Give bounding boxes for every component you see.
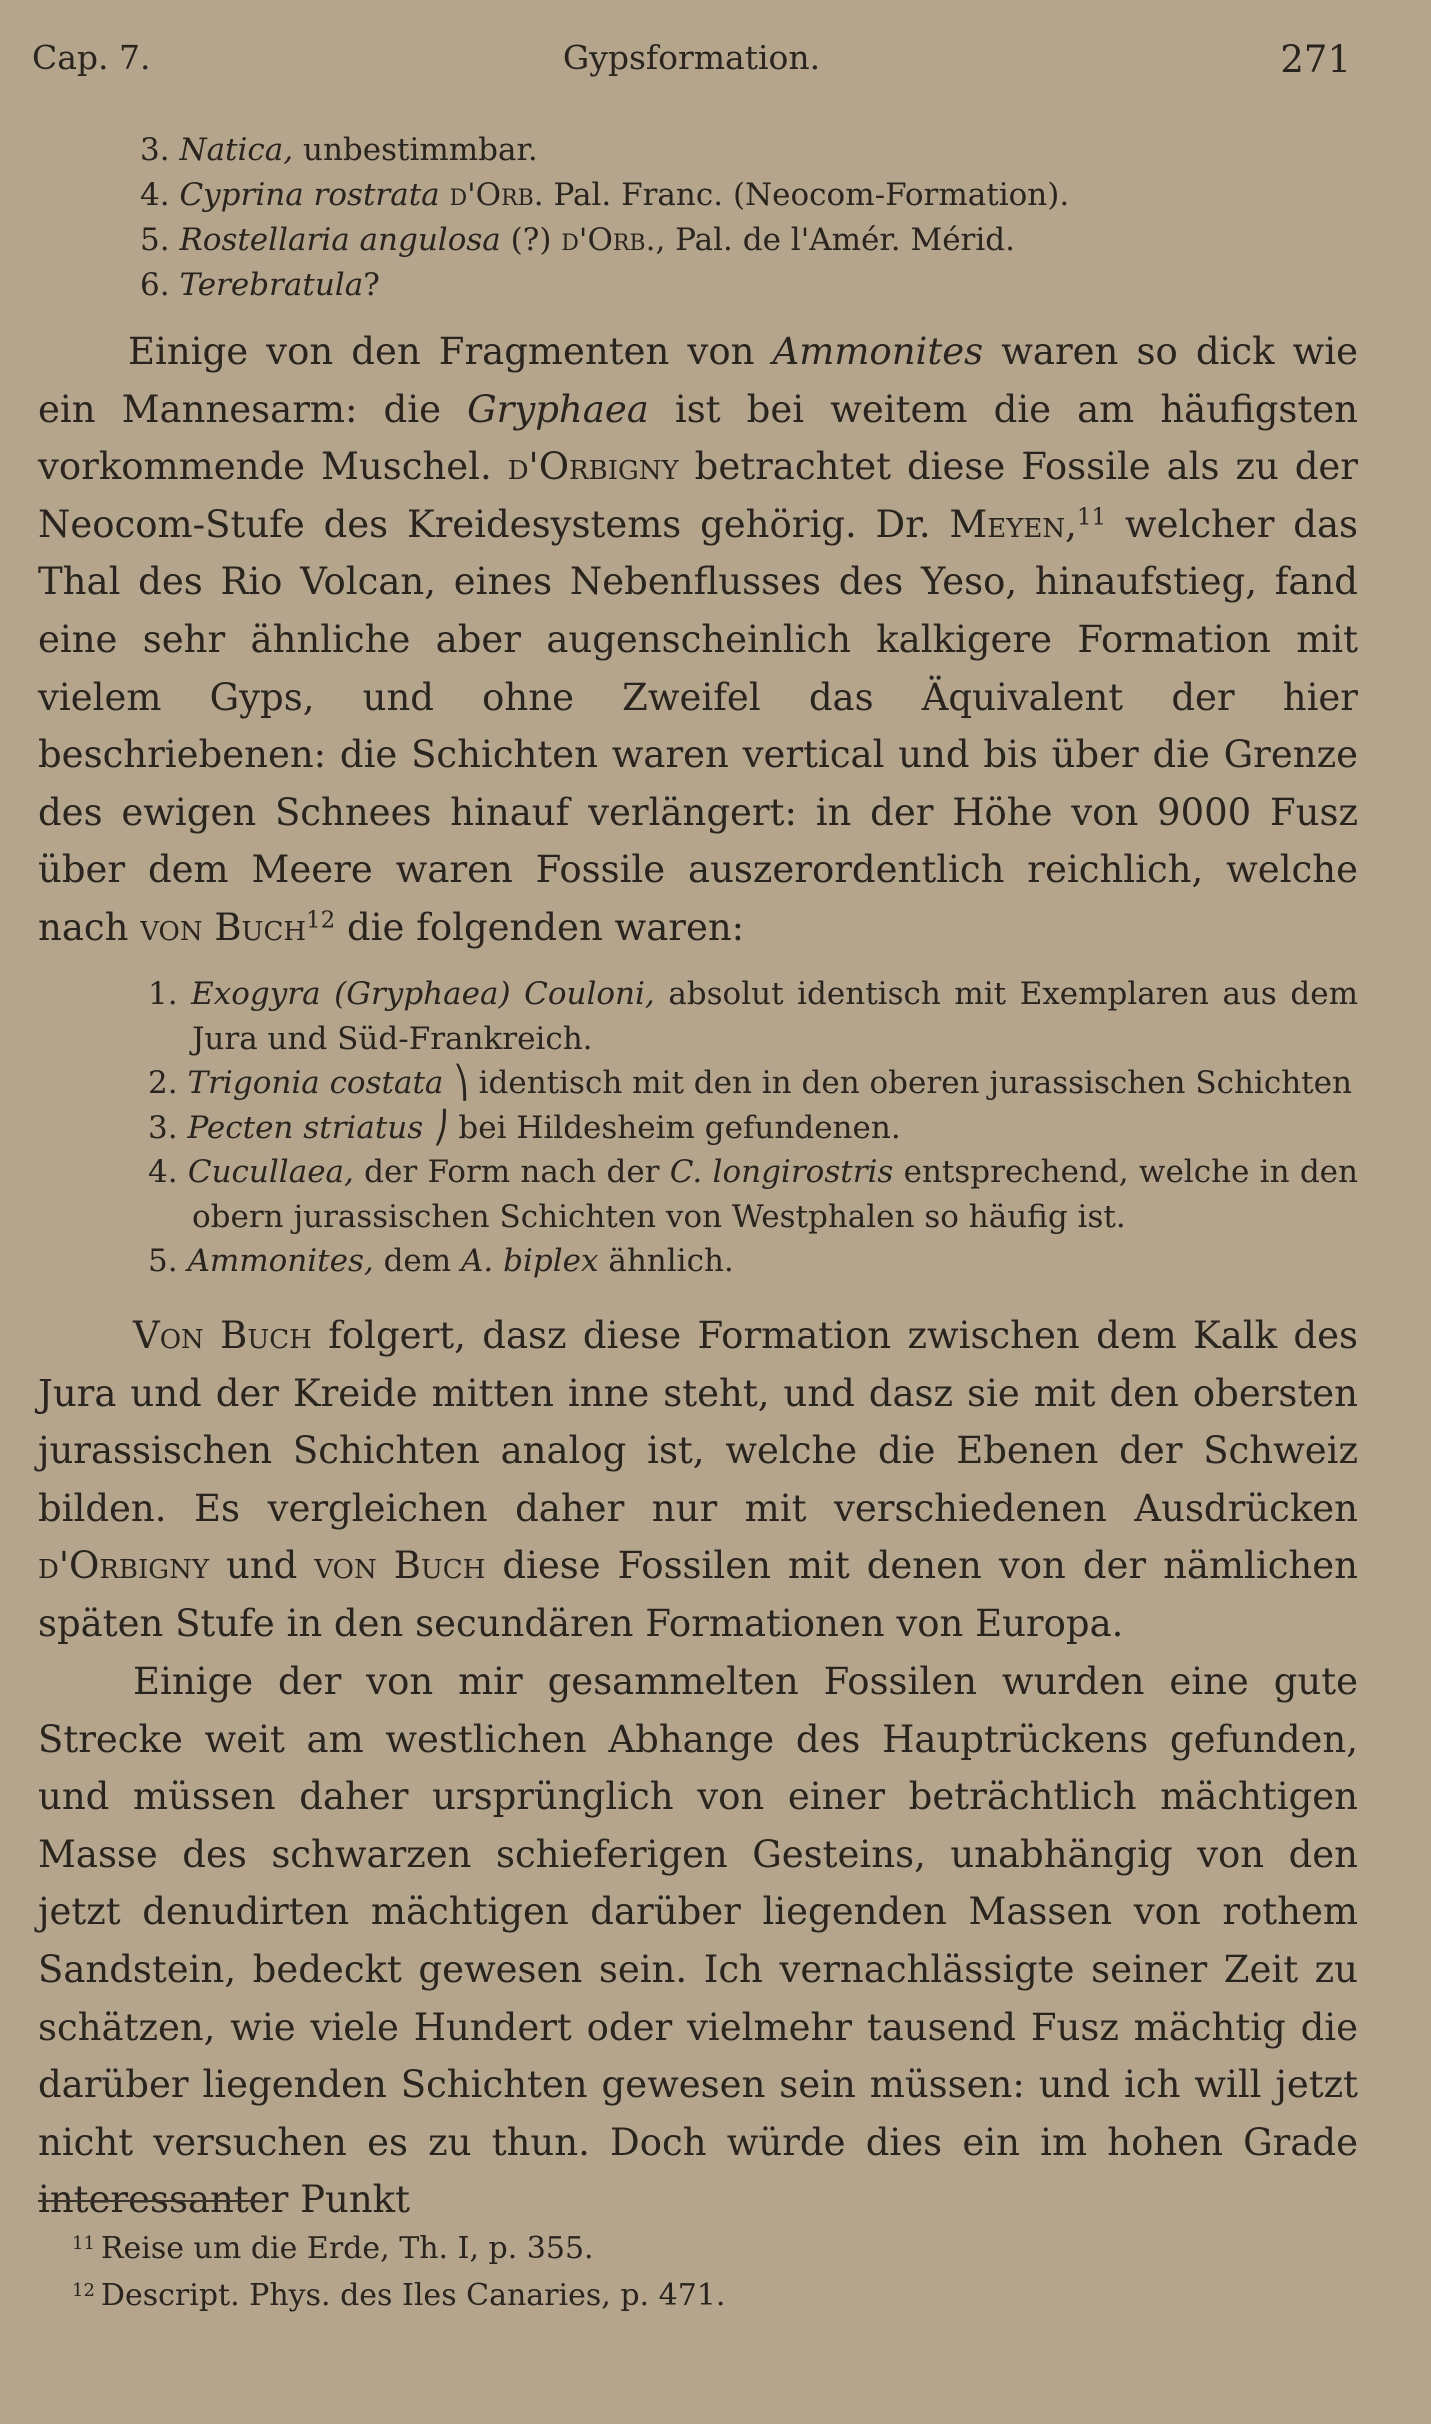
brace-glyph: ⎞ [443, 1065, 479, 1101]
text-run: Einige von den Fragmenten von [128, 330, 773, 373]
footnote [72, 2272, 725, 2319]
item-number: 1. [148, 976, 178, 1012]
item-text: bei Hildesheim gefundenen. [458, 1109, 901, 1146]
item-text: dem [373, 1243, 462, 1279]
list-item [148, 1061, 1358, 1106]
item-number: 2. [148, 1065, 178, 1101]
item-number: 4. [148, 1154, 178, 1190]
item-number: 6. [140, 267, 170, 303]
item-number: 3. [140, 132, 170, 168]
list-item [148, 1150, 1358, 1239]
item-text: Pal. Franc. (Neocom-Formation). [543, 177, 1070, 213]
item-text: ? [363, 267, 380, 303]
footnote [72, 2225, 725, 2272]
footnote-text: Reise um die Erde, Th. I, p. 355. [100, 2231, 594, 2266]
species-name: Cucullaea, [187, 1154, 354, 1190]
list-item [140, 263, 1290, 308]
author-name: Von Buch [133, 1314, 312, 1357]
text-run: welcher das Thal des Rio Volcan, eines Nebenflusses des Yeso, hinaufstieg, fand eine sehr ähnliche aber augenscheinlich kalkigere Formation mit vielem Gyps, und ohne Zweifel das Äquivalent der hier beschriebenen: die Schichten waren vertical und bis über die Grenze des ewigen Schnees hinauf verlängert: in der Höhe von 9000 Fusz über dem Meere waren Fossile auszerordentlich reichlich, welche nach [38, 502, 1358, 949]
chapter-label: Cap. 7. [32, 38, 151, 77]
item-text: Pal. de l'Amér. Mérid. [665, 222, 1015, 258]
footnote-ref: 12 [306, 907, 336, 934]
italic-term: Gryphaea [467, 387, 649, 431]
item-number: 5. [140, 222, 170, 258]
list-item [148, 1106, 1358, 1151]
brace-glyph: ⎠ [423, 1109, 459, 1146]
text-run: waren so dick wie ein Mannesarm: die [38, 330, 1358, 431]
item-number: 4. [140, 177, 170, 213]
list-item [148, 972, 1358, 1061]
list-item [140, 128, 1290, 173]
footnotes [72, 2225, 725, 2319]
text-run: betrachtet diese Fossile als zu der Neocom-Stufe des Kreidesystems gehörig. Dr. [38, 445, 1358, 546]
text-run: und [209, 1544, 315, 1588]
item-text: entsprechend, welche in den obern jurassischen Schichten von Westphalen so häufig ist. [192, 1154, 1358, 1235]
species-name: Rostellaria angulosa [179, 222, 501, 258]
author-name: Meyen, [949, 502, 1077, 546]
footnote-number: 12 [72, 2280, 95, 2301]
species-name: Terebratula [179, 267, 364, 303]
fossil-list-2 [148, 972, 1358, 1284]
species-name: Natica, [179, 132, 294, 168]
paragraph [38, 323, 1358, 957]
author-name: d'Orb. [449, 177, 544, 213]
item-text: absolut identisch mit Exemplaren aus dem Jura und Süd-Frankreich. [192, 976, 1358, 1057]
author-name: d'Orbigny [507, 445, 679, 489]
species-name: Trigonia costata [187, 1065, 444, 1101]
species-name: Exogyra (Gryphaea) Couloni, [191, 976, 655, 1012]
list-item [140, 218, 1290, 263]
author-name: d'Orbigny [38, 1544, 209, 1588]
footnote-ref: 11 [1076, 504, 1107, 531]
author-name: d'Orb., [561, 222, 666, 258]
author-name: von Buch [140, 905, 307, 949]
running-title: Gypsformation. [562, 38, 821, 77]
italic-term: Ammonites [772, 330, 984, 373]
text-run: folgert, dasz diese Formation zwischen dem Kalk des Jura und der Kreide mitten inne steht, und dasz sie mit den obersten jurassischen Schichten analog ist, welche die Ebenen der Schweiz bilden. Es vergleichen daher nur mit verschiedenen Ausdrücken [38, 1314, 1358, 1530]
item-text: unbestimmbar. [293, 132, 538, 168]
species-name: Cyprina rostrata [179, 177, 440, 213]
species-name: Pecten striatus [187, 1109, 424, 1146]
text-run: diese Fossilen mit denen von der nämlichen späten Stufe in den secundären Formationen von Europa. [38, 1544, 1358, 1645]
item-number: 3. [148, 1109, 178, 1146]
list-item [148, 1239, 1358, 1284]
species-name: A. biplex [461, 1243, 599, 1279]
fossil-list-1 [140, 128, 1290, 308]
author-name: von Buch [314, 1544, 486, 1588]
text-run: die folgenden waren: [335, 905, 745, 949]
item-text: (?) [500, 222, 562, 258]
species-name: Ammonites, [187, 1243, 374, 1279]
item-number: 5. [148, 1243, 178, 1279]
species-name: C. longirostris [669, 1154, 894, 1190]
footnote-divider [38, 2200, 260, 2202]
running-header [32, 38, 1351, 88]
footnote-number: 11 [72, 2233, 95, 2254]
list-item [140, 173, 1290, 218]
paragraph [38, 1307, 1358, 1653]
page-number: 271 [1280, 38, 1351, 81]
paragraph [38, 1653, 1358, 2229]
item-text: identisch mit den in den oberen jurassischen Schichten [478, 1065, 1352, 1101]
text-run: Einige der von mir gesammelten Fossilen wurden eine gute Strecke weit am westlichen Abhange des Hauptrückens gefunden, und müssen daher ursprünglich von einer beträchtlich mächtigen Masse des schwarzen schieferigen Gesteins, unabhängig von den jetzt denudirten mächtigen darüber liegenden Massen von rothem Sandstein, bedeckt gewesen sein. Ich vernachlässigte seiner Zeit zu schätzen, wie viele Hundert oder vielmehr tausend Fusz mächtig die darüber liegenden Schichten gewesen sein müssen: und ich will jetzt nicht versuchen es zu thun. Doch würde dies ein im hohen Grade interessanter Punkt [38, 1660, 1358, 2222]
text-run: ist bei weitem die am häufigsten vorkommende Muschel. [38, 387, 1359, 489]
item-text: der Form nach der [353, 1154, 670, 1190]
footnote-text: Descript. Phys. des Iles Canaries, p. 471. [100, 2278, 726, 2313]
item-text: ähnlich. [598, 1243, 734, 1279]
